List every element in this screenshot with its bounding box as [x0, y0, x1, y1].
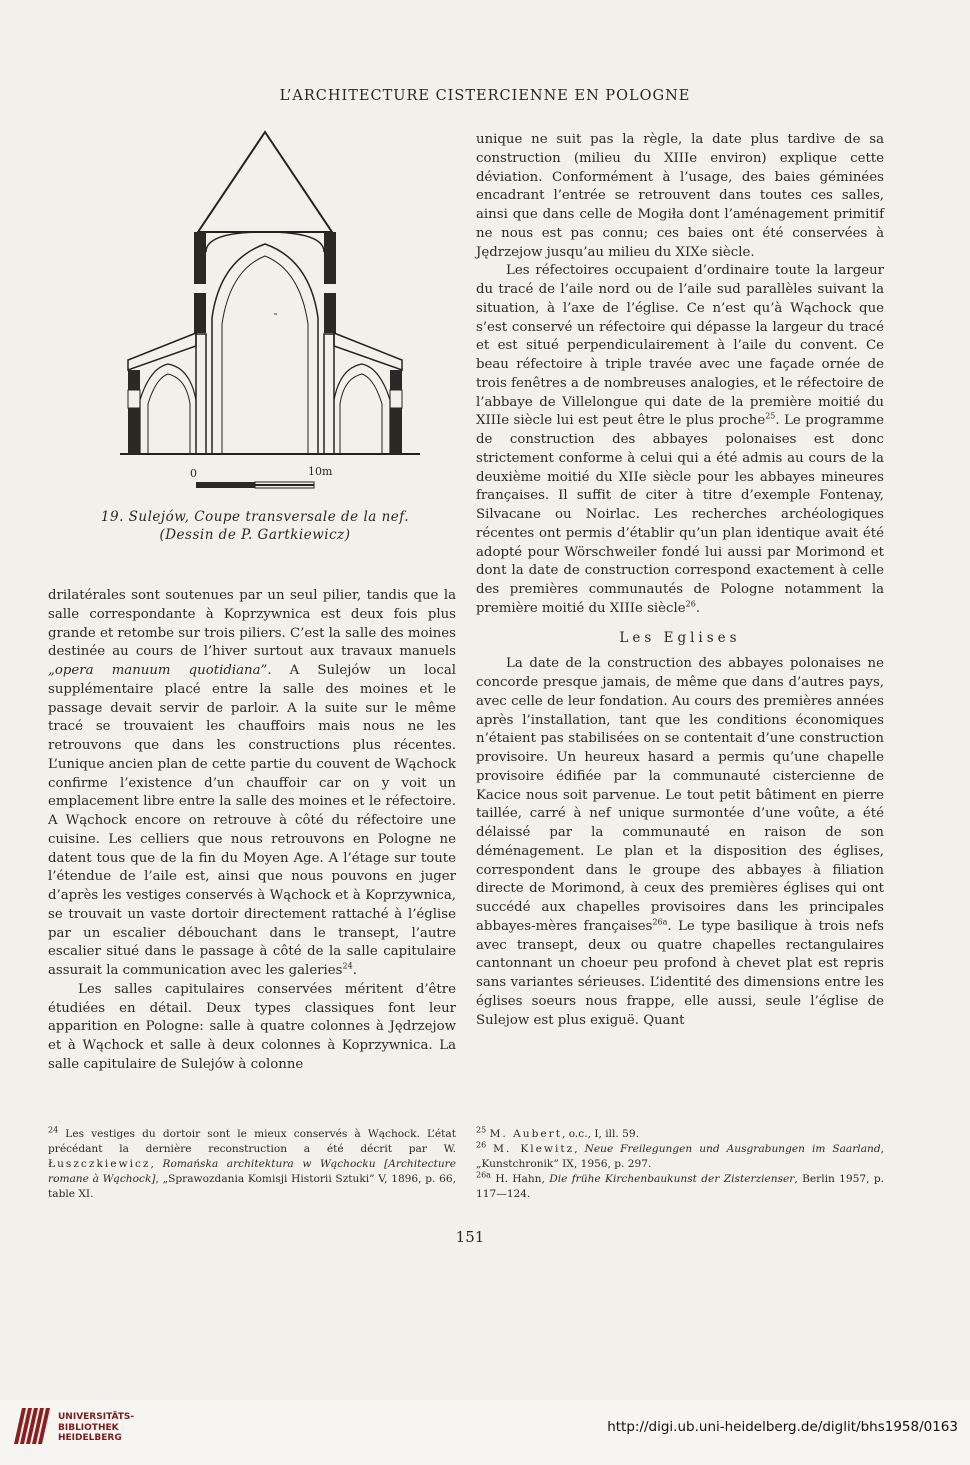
logo-line: UNIVERSITÄTS-: [58, 1412, 135, 1422]
footnote-24: [48, 1127, 456, 1202]
text-run: ,: [150, 1158, 163, 1170]
right-column: [476, 131, 884, 1030]
left-paragraph-2: Les salles capitulaires conservées méritent d’être étudiées en détail. Deux types classiques font leur apparition en Pologne: salle à quatre colonnes à Jędrzejow et à Wąchock et salle à deux colonnes à Koprzywnica. La salle capitulaire de Sulejów à colonne: [48, 981, 456, 1072]
figure-caption: [60, 508, 450, 544]
footnote-author: M. Aubert: [489, 1128, 562, 1140]
text-run: . Le type basilique à trois nefs avec transept, deux ou quatre chapelles rectangulaires cantonnant un choeur peu profond à chevet plat est repris sans variantes sérieuses. L’identité des dimensions entre les églises soeurs nous frappe, elle aussi, seule l’église de Sulejow est plus exiguë. Quant: [476, 918, 884, 1028]
text-run: . A Sulejów un local supplémentaire placé entre la salle des moines et le passage devait servir de parloir. A la suite sur le même tracé se trouvaient les chauffoirs mais nous ne les retrouvons que dans les constructions plus récentes. L’unique ancien plan de cette partie du couvent de Wąchock confirme l’existence d’un chauffoir car on y voit un emplacement libre entre la salle des moines et le réfectoire. A Wąchock encore on retrouve à côté du réfectoire une cuisine. Les celliers que nous retrouvons en Pologne ne datent tous que de la fin du Moyen Age. A l’étage sur toute l’étendue de l’aile est, ainsi que nous pouvons en juger d’après les vestiges conservés à Wąchock et à Koprzywnica, se trouvait un vaste dortoir directement rattaché à l’église par un escalier débouchant dans le transept, l’autre escalier situé dans le passage à côté de la salle capitulaire assurait la communication avec les galeries: [48, 663, 456, 978]
logo-line: BIBLIOTHEK: [58, 1422, 119, 1433]
right-paragraph-3: [476, 655, 884, 1030]
footnote-ref: 26a: [652, 917, 668, 927]
text-run: , „Kunstchronik” IX, 1956, p. 297.: [476, 1143, 884, 1170]
footnote-mark: 26a: [476, 1170, 491, 1180]
text-run: La date de la construction des abbayes polonaises ne concorde presque jamais, de même que dans d’autres pays, avec celle de leur fondation. Au cours des premières années après l’installation, tant que les conditions économiques n’étaient pas stabilisées on se contentait d’une construction provisoire. Un heureux hasard a permis qu’une chapelle provisoire édifiée par la communauté cistercienne de Kacice nous soit parvenue. Le tout petit bâtiment en pierre taillée, carré à nef unique surmontée d’une voûte, a été délaissé par la communauté en raison de son déménagement. Le plan et la disposition des églises, correspondent dans le groupe des abbayes à filiation directe de Morimond, à ceux des premières églises qui ont succédé aux chapelles provisoires dans les principales abbayes-mères françaises: [476, 656, 884, 934]
footnote-title: Neue Freilegungen und Ausgrabungen im Saarland: [584, 1143, 881, 1155]
footnote-ref: 26: [685, 599, 696, 609]
text-run: Les vestiges du dortoir sont le mieux conservés à Wąchock. L’état précédant la dernière reconstruction a été décrit par W.: [48, 1128, 456, 1155]
nave-cross-section-figure: [90, 128, 450, 548]
footnote-ref: 25: [765, 411, 776, 421]
text-run: Les réfectoires occupaient d’ordinaire toute la largeur du tracé de l’aile nord ou de l’aile sud parallèles suivant la situation, à l’axe de l’église. Ce n’est qu’à Wąchock que s’est conservé un réfectoire qui dépasse la largeur du tracé et est situé perpendiculairement à l’aile du convent. Ce beau réfectoire à triple travée avec une façade ornée de trois fenêtres a de nombreuses analogies, et le réfectoire de l’abbaye de Villelongue qui date de la première moitié du XIIIe siècle lui est peut être le plus proche: [476, 263, 884, 429]
logo-line: HEIDELBERG: [58, 1433, 122, 1443]
footnote-mark: 25: [476, 1125, 487, 1135]
footnote-26a: [476, 1172, 884, 1202]
footnote-title: Die frühe Kirchenbaukunst der Zisterzienser: [549, 1173, 795, 1185]
text-run: .: [695, 600, 701, 616]
text-run: , Berlin 1957, p. 117—124.: [476, 1173, 885, 1200]
italic-quote: „opera manuum quotidiana”: [48, 663, 268, 678]
running-title: L’ARCHITECTURE CISTERCIENNE EN POLOGNE: [279, 88, 691, 104]
text-run: . Le programme de construction des abbayes polonaises est donc strictement conforme à celui qui a été admis au cours de la deuxième moitié du XIIe siècle pour les abbayes mineures françaises. Il suffit de citer à titre d’exemple Fontenay, Silvacane ou Noirlac. Les recherches archéologiques récentes ont permis d’établir qu’un plan identique avait été adopté pour Wörschweiler fondé lui aussi par Morimond et dont la date de construction correspond exactement à celle des premières communautés de Pologne notamment la première moitié du XIIIe siècle: [476, 413, 885, 616]
footnote-mark: 24: [48, 1125, 59, 1135]
footnote-author: H. Hahn,: [495, 1173, 545, 1185]
section-heading: Les Eglises: [619, 629, 741, 646]
library-logo-text[interactable]: [58, 1412, 134, 1444]
scale-end-label: 10m: [308, 465, 333, 478]
footnote-title: Romańska architektura w Wąchocku [Architecture romane à Wąchock]: [48, 1158, 456, 1185]
footnotes-left: [48, 1127, 456, 1202]
caption-line-2: (Dessin de P. Gartkiewicz): [159, 527, 351, 543]
right-paragraph-2: [476, 262, 884, 618]
right-paragraph-1: unique ne suit pas la règle, la date plus tardive de sa construction (milieu du XIIIe environ) explique cette déviation. Conformément à l’usage, des baies géminées encadrant l’entrée se retrouvent dans toutes ces salles, ainsi que dans celle de Mogiła dont l’aménagement primitif ne nous est pas connu; ces baies ont été conservées à Jędrzejow jusqu’au milieu du XIXe siècle.: [476, 132, 884, 260]
page-number: 151: [455, 1228, 485, 1246]
text-run: , „Sprawozdania Komisji Historii Sztuki” V, 1896, p. 66, table XI.: [48, 1173, 456, 1200]
caption-line-1: 19. Sulejów, Coupe transversale de la nef.: [100, 509, 410, 525]
left-paragraph-1: [48, 587, 456, 981]
footnote-26: $^{26}$ M. Klewitz, Neue Freilegungen und Ausgrabungen im Saarland, „Kunstchronik” IX, 1956, p. 297.: [476, 1140, 884, 1170]
text-run: , o.c., I, ill. 59.: [562, 1128, 639, 1140]
footnotes-right: [476, 1127, 884, 1202]
footnote-author: Łuszczkiewicz: [48, 1158, 151, 1170]
text-run: .: [352, 963, 357, 978]
text-run: drilatérales sont soutenues par un seul pilier, tandis que la salle correspondante à Koprzywnica est deux fois plus grande et retombe sur trois piliers. C’est la salle des moines destinée au cours de l’hiver surtout aux travaux manuels: [48, 588, 456, 660]
left-column: [48, 587, 456, 1075]
library-logo-icon[interactable]: [10, 1404, 54, 1448]
footnote-mark: 26: [476, 1140, 487, 1150]
footnote-25: [476, 1127, 884, 1142]
source-url-link[interactable]: http://digi.ub.uni-heidelberg.de/diglit/bhs1958/0163: [607, 1419, 958, 1435]
footnote-author: M. Klewitz: [493, 1143, 575, 1155]
cross-section-drawing: [90, 128, 450, 508]
footnote-ref: 24: [342, 961, 353, 971]
scale-start-label: 0: [190, 467, 197, 480]
